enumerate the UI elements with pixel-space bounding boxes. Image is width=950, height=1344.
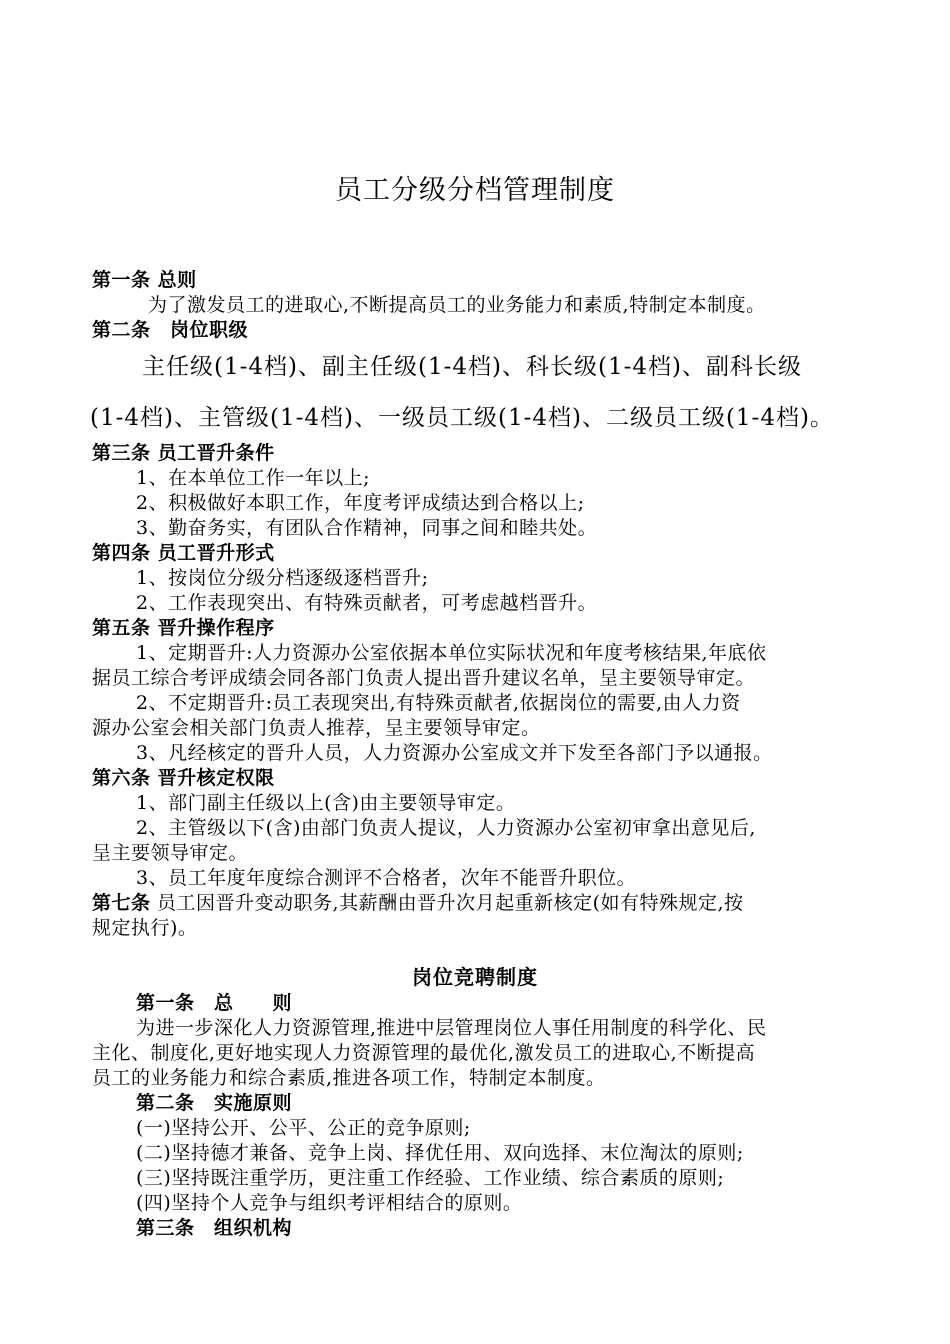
article-4-item: 2、工作表现突出、有特殊贡献者，可考虑越档晋升。 [136, 592, 598, 614]
article-3-item: 1、在本单位工作一年以上; [136, 467, 370, 489]
article-1-body: 为了激发员工的进取心,不断提高员工的业务能力和素质,特制定本制度。 [148, 294, 766, 316]
section-2-article-1-line: 为进一步深化人力资源管理,推进中层管理岗位人事任用制度的科学化、民 [136, 1017, 767, 1039]
article-4-heading: 第四条 员工晋升形式 [92, 542, 275, 564]
section-2-article-1-line: 主化、制度化,更好地实现人力资源管理的最优化,激发员工的进取心,不断提高 [92, 1042, 756, 1064]
article-5-line: 2、不定期晋升:员工表现突出,有特殊贡献者,依据岗位的需要,由人力资 [136, 692, 741, 714]
section-2-article-3-heading: 第三条 组织机构 [136, 1217, 293, 1239]
article-7-line-1 [92, 891, 744, 915]
article-4-item: 1、按岗位分级分档逐级逐档晋升; [136, 567, 429, 589]
article-7-line-2: 规定执行)。 [92, 917, 198, 939]
article-6-line: 呈主要领导审定。 [92, 842, 249, 864]
article-5-line: 据员工综合考评成绩会同各部门负责人提出晋升建议名单，呈主要领导审定。 [92, 667, 756, 689]
article-7-body: 员工因晋升变动职务,其薪酬由晋升次月起重新核定(如有特殊规定,按 [150, 892, 744, 914]
section-2-article-2-item: (一)坚持公开、公平、公正的竞争原则; [136, 1117, 471, 1139]
section-2-article-2-item: (三)坚持既注重学历，更注重工作经验、工作业绩、综合素质的原则; [136, 1167, 725, 1189]
article-3-item: 2、积极做好本职工作，年度考评成绩达到合格以上; [136, 492, 585, 514]
article-3-heading: 第三条 员工晋升条件 [92, 442, 275, 464]
document-title: 员工分级分档管理制度 [335, 175, 615, 206]
section-2-article-1-line: 员工的业务能力和综合素质,推进各项工作，特制定本制度。 [92, 1067, 606, 1089]
article-6-line: 2、主管级以下(含)由部门负责人提议，人力资源办公室初审拿出意见后, [136, 817, 756, 839]
article-5-heading: 第五条 晋升操作程序 [92, 617, 275, 639]
section-2-article-2-item: (二)坚持德才兼备、竞争上岗、择优任用、双向选择、末位淘汰的原则; [136, 1142, 744, 1164]
article-7-heading: 第七条 [92, 892, 151, 914]
section-2-article-1-heading: 第一条 总 则 [136, 992, 293, 1014]
article-5-line: 源办公室会相关部门负责人推荐，呈主要领导审定。 [92, 717, 541, 739]
article-5-line: 3、凡经核定的晋升人员，人力资源办公室成文并下发至各部门予以通报。 [136, 742, 773, 764]
article-3-item: 3、勤奋务实，有团队合作精神，同事之间和睦共处。 [136, 517, 598, 539]
article-2-heading: 第二条 岗位职级 [92, 319, 249, 341]
article-2-body-line-2: (1-4档)、主管级(1-4档)、一级员工级(1-4档)、二级员工级(1-4档)。 [90, 405, 834, 431]
section-2-article-2-item: (四)坚持个人竞争与组织考评相结合的原则。 [136, 1192, 523, 1214]
section-title: 岗位竞聘制度 [412, 965, 538, 989]
section-2-article-2-heading: 第二条 实施原则 [136, 1092, 293, 1114]
article-2-body-line-1: 主任级(1-4档)、副主任级(1-4档)、科长级(1-4档)、副科长级 [142, 354, 802, 380]
article-6-line: 1、部门副主任级以上(含)由主要领导审定。 [136, 792, 516, 814]
article-1-heading: 第一条 总则 [92, 269, 197, 291]
article-5-line: 1、定期晋升:人力资源办公室依据本单位实际状况和年度考核结果,年底依 [136, 642, 767, 664]
article-6-heading: 第六条 晋升核定权限 [92, 767, 275, 789]
article-6-line: 3、员工年度年度综合测评不合格者，次年不能晋升职位。 [136, 867, 637, 889]
